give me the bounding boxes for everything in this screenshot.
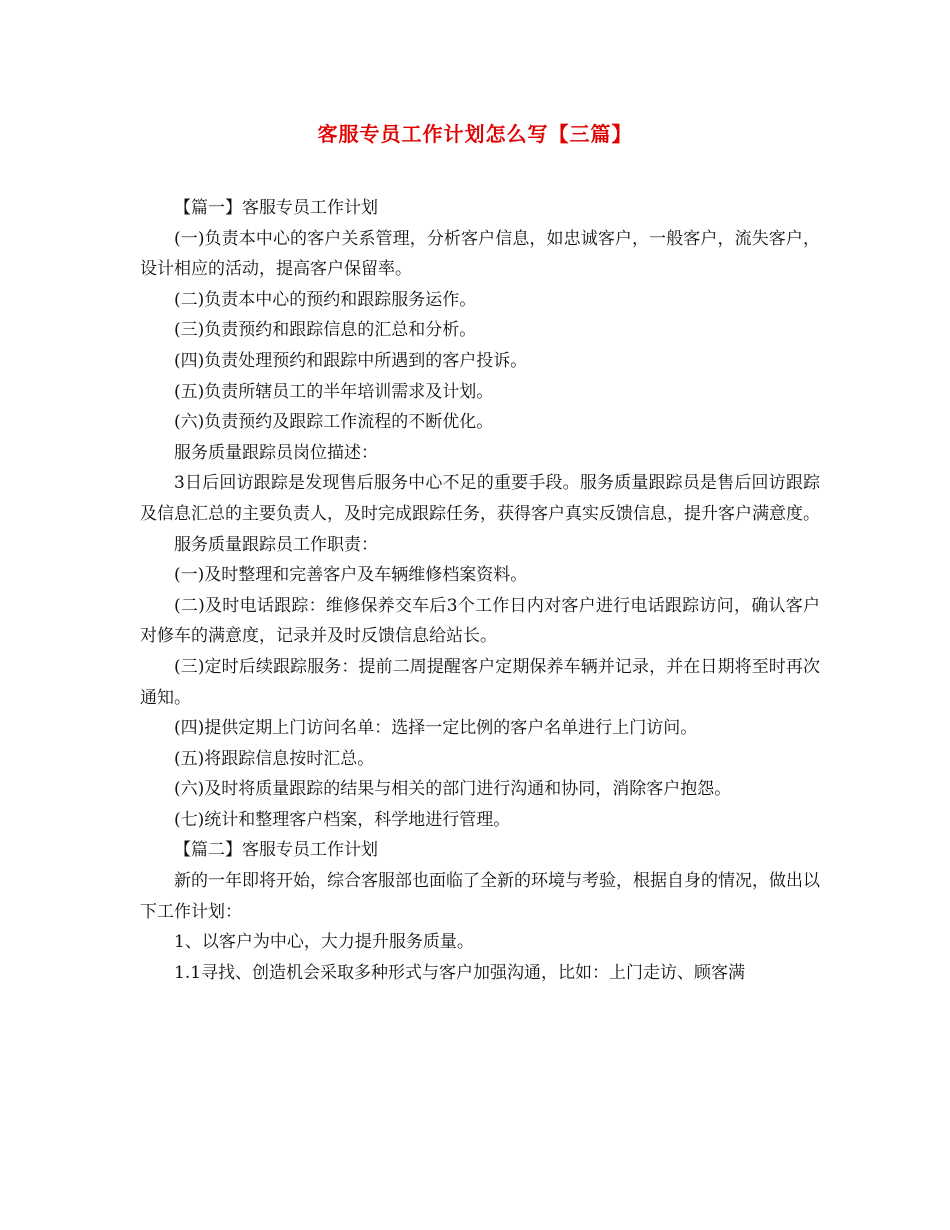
paragraph: 服务质量跟踪员岗位描述： [174,442,378,463]
paragraph: 1、以客户为中心，大力提升服务质量。 [174,932,474,953]
paragraph: 新的一年即将开始，综合客服部也面临了全新的环境与考验，根据自身的情况，做出以下工作计划： [140,871,820,922]
document-title: 客服专员工作计划怎么写【三篇】 [317,122,633,146]
paragraph: (一)负责本中心的客户关系管理，分析客户信息，如忠诚客户，一般客户，流失客户，设计相应的活动，提高客户保留率。 [140,228,820,280]
paragraph: (二)及时电话跟踪：维修保养交车后3个工作日内对客户进行电话跟踪访问，确认客户对修车的满意度，记录并及时反馈信息给站长。 [140,595,820,647]
paragraph: (四)提供定期上门访问名单：选择一定比例的客户名单进行上门访问。 [174,718,698,739]
paragraph: (五)将跟踪信息按时汇总。 [174,748,375,769]
paragraph: (七)统计和整理客户档案，科学地进行管理。 [174,809,511,830]
section-heading: 【篇一】客服专员工作计划 [174,198,378,218]
section-heading: 【篇二】客服专员工作计划 [174,840,378,861]
paragraph: 1.1寻找、创造机会采取多种形式与客户加强沟通，比如：上门走访、顾客满 [174,962,746,983]
paragraph: (四)负责处理预约和跟踪中所遇到的客户投诉。 [174,350,528,371]
paragraph: (三)负责预约和跟踪信息的汇总和分析。 [174,320,477,341]
document-body [140,193,820,988]
paragraph: (三)定时后续跟踪服务：提前二周提醒客户定期保养车辆并记录，并在日期将至时再次通知。 [140,656,820,708]
paragraph: (六)负责预约及跟踪工作流程的不断优化。 [174,412,494,433]
paragraph: 3日后回访跟踪是发现售后服务中心不足的重要手段。服务质量跟踪员是售后回访跟踪及信息汇总的主要负责人，及时完成跟踪任务，获得客户真实反馈信息，提升客户满意度。 [140,473,820,524]
paragraph: 服务质量跟踪员工作职责： [174,534,378,555]
paragraph: (五)负责所辖员工的半年培训需求及计划。 [174,381,494,402]
paragraph: (六)及时将质量跟踪的结果与相关的部门进行沟通和协同，消除客户抱怨。 [174,779,732,800]
paragraph: (二)负责本中心的预约和跟踪服务运作。 [174,289,477,310]
paragraph: (一)及时整理和完善客户及车辆维修档案资料。 [174,565,528,586]
